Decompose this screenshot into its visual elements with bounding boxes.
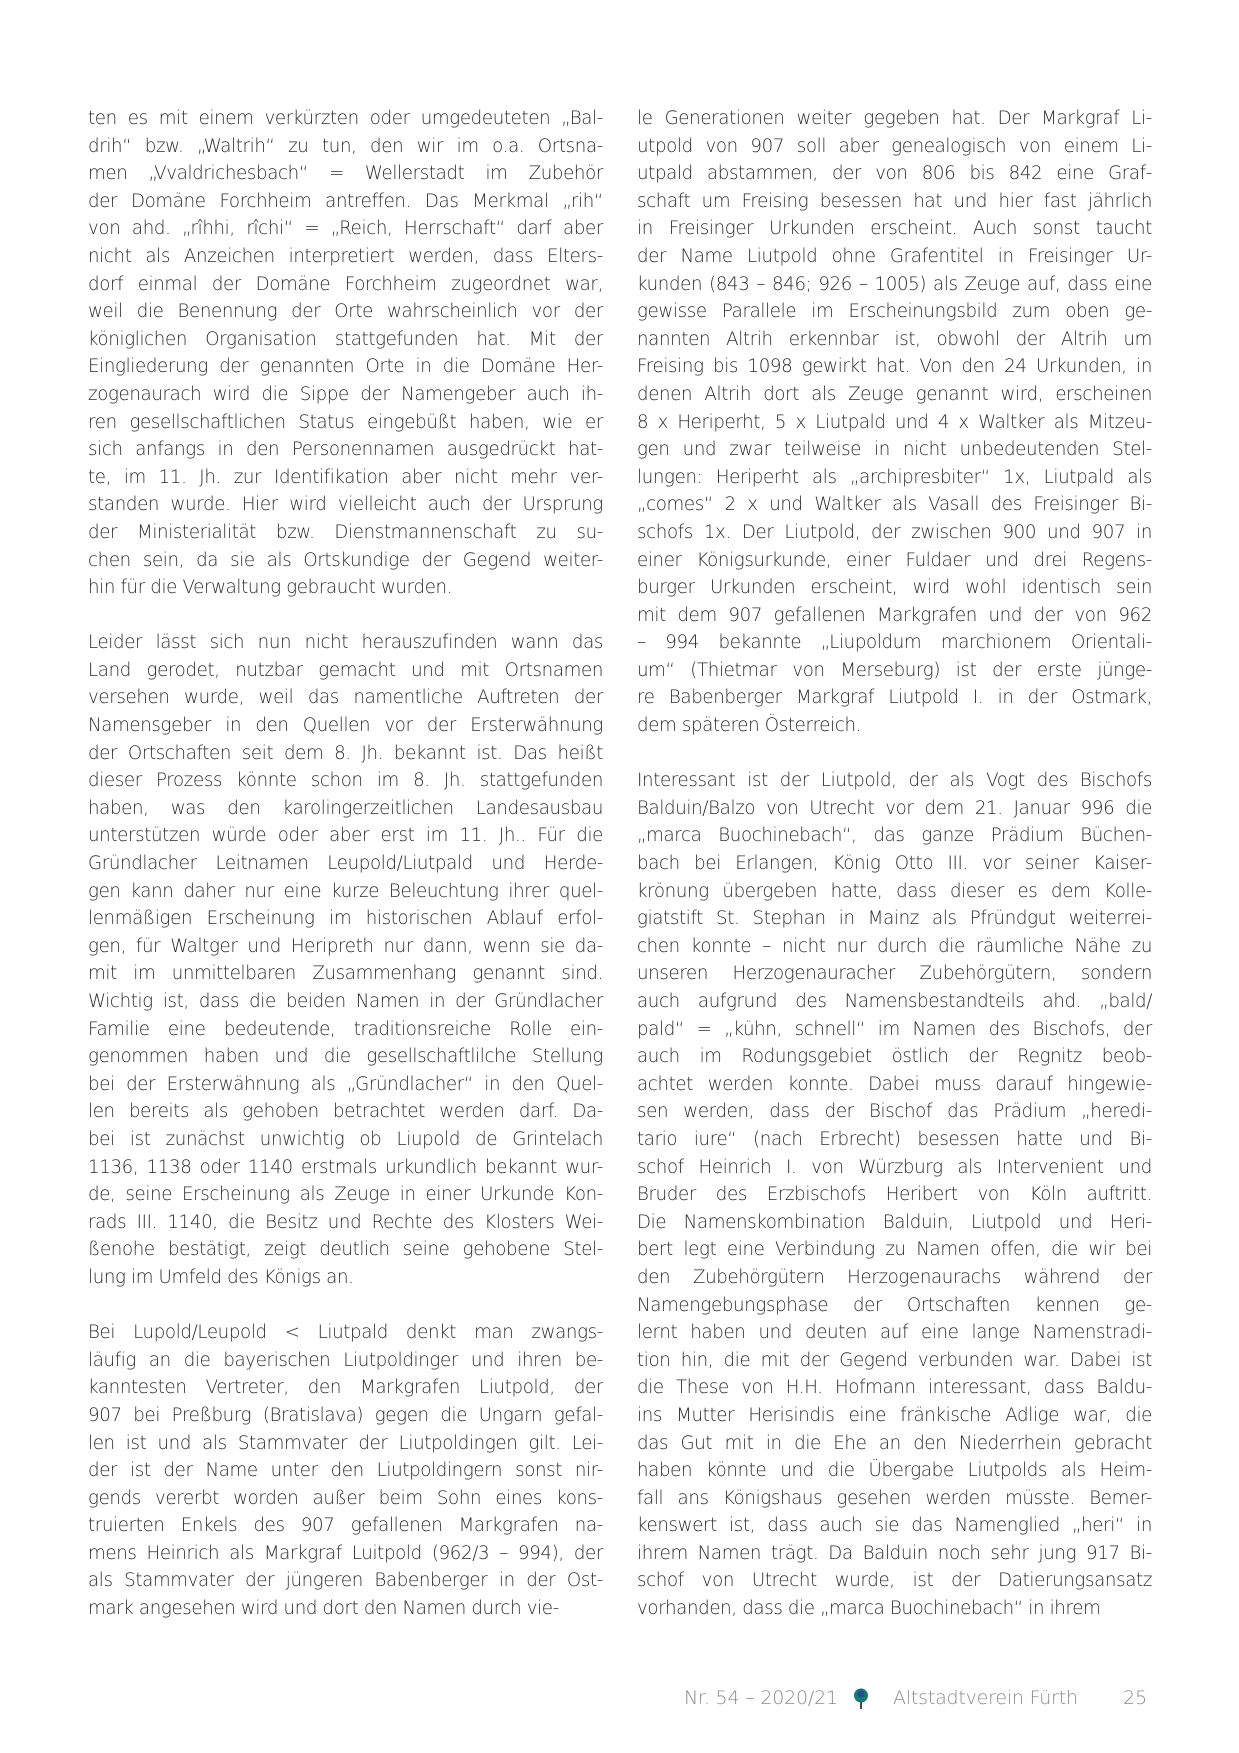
- text-line: Bruder des Erzbischofs Heribert von Köln auftritt.: [637, 1184, 1152, 1206]
- text-line: bei der Ersterwähnung als „Gründlacher“ in den Quel-: [88, 1073, 603, 1095]
- text-line: schaft um Freising besessen hat und hier fast jährlich: [637, 190, 1152, 212]
- text-line: auch aufgrund des Namensbestandteils ahd. „bald/: [637, 991, 1152, 1012]
- text-line: denen Altrih dort als Zeuge genannt wird, erscheinen: [637, 383, 1152, 405]
- paragraph: [637, 767, 1152, 1622]
- text-line: 1136, 1138 oder 1140 erstmals urkundlich bekannt wur-: [88, 1156, 603, 1178]
- text-line: gen kann daher nur eine kurze Beleuchtung ihrer quel-: [88, 880, 603, 902]
- text-line: Namensgeber in den Quellen vor der Ersterwähnung: [88, 715, 603, 737]
- paragraph-gap: [637, 740, 1152, 768]
- text-line: haben, was den karolingerzeitlichen Landesausbau: [88, 797, 603, 819]
- text-line: ins Mutter Herisindis eine fränkische Adlige war, die: [637, 1404, 1152, 1426]
- text-line: gen, für Waltger und Heripreth nur dann, wenn sie da-: [88, 935, 603, 957]
- text-line: tion hin, die mit der Gegend verbunden war. Dabei ist: [637, 1349, 1152, 1371]
- text-line: um“ (Thietmar von Merseburg) ist der erste jünge-: [637, 659, 1152, 681]
- organization-name: Altstadtverein Fürth: [893, 1687, 1078, 1709]
- text-line: giatstift St. Stephan in Mainz als Pfründgut weiterrei-: [637, 908, 1152, 930]
- text-line: weil die Benennung der Orte wahrscheinlich vor der: [88, 301, 603, 323]
- text-line: „comes“ 2 x und Waltker als Vasall des Freisinger Bi-: [637, 494, 1152, 516]
- text-line: re Babenberger Markgraf Liutpold I. in der Ostmark,: [637, 687, 1152, 709]
- paragraph: [637, 105, 1152, 740]
- text-line: fall ans Königshaus gesehen werden müsste. Bemer-: [637, 1487, 1152, 1509]
- text-line: die These von H.H. Hofmann interessant, dass Baldu-: [637, 1377, 1152, 1399]
- text-line: mark angesehen wird und dort den Namen durch vie-: [88, 1598, 559, 1620]
- text-line: Land gerodet, nutzbar gemacht und mit Ortsnamen: [88, 659, 603, 681]
- text-line: nannten Altrih erkennbar ist, obwohl der Altrih um: [637, 328, 1152, 350]
- text-line: pald“ = „kühn, schnell“ im Namen des Bischofs, der: [637, 1018, 1152, 1040]
- text-line: unterstützen würde oder aber erst im 11. Jh.. Für die: [88, 825, 603, 847]
- text-line: lung im Umfeld des Königs an.: [88, 1266, 354, 1288]
- text-line: Gründlacher Leitnamen Leupold/Liutpald und Herde-: [88, 853, 603, 875]
- text-line: der Ministerialität bzw. Dienstmannenschaft zu su-: [88, 521, 603, 543]
- text-line: le Generationen weiter gegeben hat. Der Markgraf Li-: [637, 108, 1152, 129]
- tree-icon: [852, 1688, 870, 1710]
- paragraph: [88, 105, 603, 602]
- text-line: chen sein, da sie als Ortskundige der Gegend weiter-: [88, 549, 603, 571]
- text-line: standen wurde. Hier wird vielleicht auch der Ursprung: [88, 494, 603, 516]
- text-line: zogenaurach wird die Sippe der Namengeber auch ih-: [88, 383, 603, 405]
- text-line: utpald abstammen, der von 806 bis 842 eine Graf-: [637, 163, 1152, 185]
- text-line: drih“ bzw. „Waltrih“ zu tun, den wir im o.a. Ortsna-: [88, 135, 603, 157]
- paragraph: [88, 1319, 603, 1623]
- text-line: den Zubehörgütern Herzogenaurachs während der: [637, 1266, 1152, 1288]
- text-line: dorf einmal der Domäne Forchheim zugeordnet war,: [88, 273, 603, 295]
- text-line: Balduin/Balzo von Utrecht vor dem 21. Januar 996 die: [637, 797, 1152, 819]
- issue-label: Nr. 54 – 2020/21: [684, 1687, 838, 1709]
- text-line: königlichen Organisation stattgefunden hat. Mit der: [88, 328, 603, 350]
- text-line: ren gesellschaftlichen Status eingebüßt haben, wie er: [88, 411, 603, 433]
- page-footer: [0, 1683, 1239, 1713]
- text-line: einer Königsurkunde, einer Fuldaer und drei Regens-: [637, 549, 1152, 571]
- text-line: rads III. 1140, die Besitz und Rechte des Klosters Wei-: [88, 1211, 603, 1233]
- text-line: tario iure“ (nach Erbrecht) besessen hatte und Bi-: [637, 1128, 1152, 1150]
- text-line: krönung übergeben hatte, dass dieser es dem Kolle-: [637, 880, 1152, 902]
- text-line: hin für die Verwaltung gebraucht wurden.: [88, 577, 453, 599]
- text-line: chen konnte – nicht nur durch die räumliche Nähe zu: [637, 935, 1152, 957]
- text-line: schof Heinrich I. von Würzburg als Intervenient und: [637, 1156, 1152, 1178]
- text-line: kunden (843 – 846; 926 – 1005) als Zeuge auf, dass eine: [637, 273, 1152, 295]
- text-line: haben könnte und die Übergabe Liutpolds als Heim-: [637, 1460, 1152, 1482]
- text-line: Die Namenskombination Balduin, Liutpold und Heri-: [637, 1211, 1152, 1233]
- text-line: Eingliederung der genannten Orte in die Domäne Her-: [88, 356, 603, 378]
- text-line: Namengebungsphase der Ortschaften kennen ge-: [637, 1294, 1152, 1316]
- text-line: bach bei Erlangen, König Otto III. vor seiner Kaiser-: [637, 853, 1152, 875]
- text-line: vorhanden, dass die „marca Buochinebach“ in ihrem: [637, 1598, 1101, 1620]
- text-line: sich anfangs in den Personennamen ausgedrückt hat-: [88, 439, 603, 461]
- text-line: ihrem Namen trägt. Da Balduin noch sehr jung 917 Bi-: [637, 1542, 1152, 1564]
- text-line: „marca Buochinebach“, das ganze Prädium Büchen-: [637, 825, 1152, 847]
- text-line: der Name Liutpold ohne Grafentitel in Freisinger Ur-: [637, 245, 1152, 267]
- text-line: auch im Rodungsgebiet östlich der Regnitz beob-: [637, 1046, 1152, 1068]
- text-line: burger Urkunden erscheint, wird wohl identisch sein: [637, 577, 1152, 599]
- text-line: kenswert ist, dass auch sie das Namenglied „heri“ in: [637, 1515, 1152, 1537]
- text-line: versehen wurde, weil das namentliche Auftreten der: [88, 687, 603, 709]
- text-line: in Freisinger Urkunden erscheint. Auch sonst taucht: [637, 218, 1152, 240]
- text-line: lenmäßigen Erscheinung im historischen Ablauf erfol-: [88, 908, 603, 930]
- text-line: bert legt eine Verbindung zu Namen offen, die wir bei: [637, 1239, 1152, 1261]
- text-line: gen und zwar teilweise in nicht unbedeutenden Stel-: [637, 439, 1152, 461]
- text-line: nicht als Anzeichen interpretiert werden, dass Elters-: [88, 245, 603, 267]
- text-line: gends vererbt worden außer beim Sohn eines kons-: [88, 1487, 603, 1509]
- text-line: men „Vvaldrichesbach“ = Wellerstadt im Zubehör: [88, 163, 603, 185]
- text-line: sen werden, dass der Bischof das Prädium „heredi-: [637, 1101, 1152, 1123]
- text-line: der ist der Name unter den Liutpoldingern sonst nir-: [88, 1460, 603, 1482]
- text-line: lernt haben und deuten auf eine lange Namenstradi-: [637, 1322, 1152, 1344]
- text-line: ßenohe bestätigt, zeigt deutlich seine gehobene Stel-: [88, 1239, 603, 1261]
- text-line: ten es mit einem verkürzten oder umgedeuteten „Bal-: [88, 108, 603, 129]
- text-line: das Gut mit in die Ehe an den Niederrhein gebracht: [637, 1432, 1152, 1454]
- text-line: mens Heinrich als Markgraf Luitpold (962/3 – 994), der: [88, 1542, 603, 1564]
- text-line: dieser Prozess könnte schon im 8. Jh. stattgefunden: [88, 770, 603, 792]
- text-line: Familie eine bedeutende, traditionsreiche Rolle ein-: [88, 1018, 603, 1040]
- text-line: Wichtig ist, dass die beiden Namen in der Gründlacher: [88, 991, 603, 1012]
- paragraph-gap: [88, 602, 603, 630]
- text-line: dem späteren Österreich.: [637, 715, 862, 737]
- paragraph: [88, 629, 603, 1291]
- text-line: achtet werden konnte. Dabei muss darauf hingewie-: [637, 1073, 1152, 1095]
- text-line: der Ortschaften seit dem 8. Jh. bekannt ist. Das heißt: [88, 742, 603, 764]
- text-line: utpold von 907 soll aber genealogisch von einem Li-: [637, 135, 1152, 157]
- text-line: te, im 11. Jh. zur Identifikation aber nicht mehr ver-: [88, 466, 603, 488]
- text-line: Bei Lupold/Leupold < Liutpald denkt man zwangs-: [88, 1322, 603, 1344]
- text-line: genommen haben und die gesellschaftlilche Stellung: [88, 1046, 603, 1068]
- text-line: bei ist zunächst unwichtig ob Liupold de Grintelach: [88, 1128, 603, 1150]
- text-line: der Domäne Forchheim antreffen. Das Merkmal „rih“: [88, 190, 603, 212]
- text-line: len bereits als gehoben betrachtet werden darf. Da-: [88, 1101, 603, 1123]
- text-line: 8 x Heriperht, 5 x Liutpald und 4 x Waltker als Mitzeu-: [637, 411, 1152, 433]
- text-line: Freising bis 1098 gewirkt hat. Von den 24 Urkunden, in: [637, 356, 1152, 378]
- text-line: – 994 bekannte „Liupoldum marchionem Orientali-: [637, 632, 1152, 654]
- text-line: mit im unmittelbaren Zusammenhang genannt sind.: [88, 963, 603, 985]
- text-line: lungen: Heriperht als „archipresbiter“ 1x, Liutpald als: [637, 466, 1152, 488]
- text-line: truierten Enkels des 907 gefallenen Markgrafen na-: [88, 1515, 603, 1537]
- page-number: 25: [1123, 1687, 1148, 1709]
- text-line: schof von Utrecht wurde, ist der Datierungsansatz: [637, 1570, 1152, 1592]
- paragraph-gap: [88, 1292, 603, 1320]
- text-line: len ist und als Stammvater der Liutpoldingen gilt. Lei-: [88, 1432, 603, 1454]
- text-line: Leider lässt sich nun nicht herauszufinden wann das: [88, 632, 603, 654]
- text-line: unseren Herzogenauracher Zubehörgütern, sondern: [637, 963, 1152, 985]
- text-line: de, seine Erscheinung als Zeuge in einer Urkunde Kon-: [88, 1184, 603, 1206]
- text-line: schofs 1x. Der Liutpold, der zwischen 900 und 907 in: [637, 521, 1152, 543]
- text-line: 907 bei Preßburg (Bratislava) gegen die Ungarn gefal-: [88, 1404, 603, 1426]
- text-line: gewisse Parallele im Erscheinungsbild zum oben ge-: [637, 301, 1152, 323]
- left-column: [88, 105, 603, 1623]
- text-line: mit dem 907 gefallenen Markgrafen und der von 962: [637, 604, 1152, 626]
- text-line: Interessant ist der Liutpold, der als Vogt des Bischofs: [637, 770, 1152, 792]
- text-line: kanntesten Vertreter, den Markgrafen Liutpold, der: [88, 1377, 603, 1399]
- text-line: als Stammvater der jüngeren Babenberger in der Ost-: [88, 1570, 603, 1592]
- right-column: [637, 105, 1152, 1623]
- text-line: von ahd. „rîhhi, rîchi“ = „Reich, Herrschaft“ darf aber: [88, 218, 603, 240]
- text-line: läufig an die bayerischen Liutpoldinger und ihren be-: [88, 1349, 603, 1371]
